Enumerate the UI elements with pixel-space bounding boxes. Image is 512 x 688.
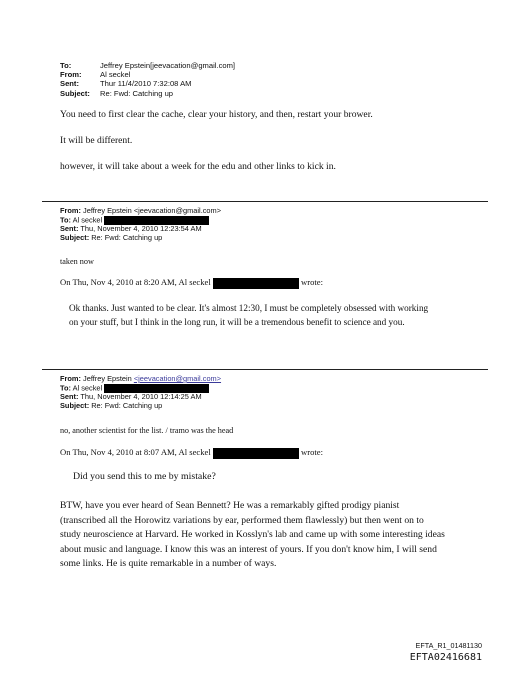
message-2-quote-intro [60, 276, 323, 289]
message-1-line-1: You need to first clear the cache, clear your history, and then, restart your brower. [60, 109, 373, 120]
document-id-1: EFTA_R1_01481130 [415, 641, 482, 650]
subject-label: Subject: [60, 400, 90, 410]
from-label: From: [60, 70, 82, 80]
message-3-header [60, 375, 221, 411]
message-1-header [60, 61, 235, 98]
to-value: Al seckel [72, 383, 103, 393]
to-label: To: [60, 215, 71, 225]
message-1-line-3: however, it will take about a week for the edu and other links to kick in. [60, 161, 336, 172]
from-name: Jeffrey Epstein [83, 374, 132, 383]
subject-label: Subject: [60, 88, 90, 98]
subject-value: Re: Fwd: Catching up [91, 400, 163, 410]
to-label: To: [60, 383, 71, 393]
from-label: From: [60, 206, 81, 215]
message-3-paragraph: BTW, have you ever heard of Sean Bennett? He was a remarkably gifted prodigy pianist (transcribed all the Horowitz variations by ear, performed them flawlessly) but then went on to study neuroscience at Harvard. He worked in Kosslyn's lab and came up with some interesting ideas about music and language. I know this was an interest of yours. If you don't know him, I will send some links. He is quite remarkable in a number of ways. [60, 500, 445, 570]
sent-label: Sent: [60, 224, 79, 234]
message-2-header [60, 207, 221, 243]
separator-2 [42, 369, 488, 370]
to-value: Al seckel [72, 215, 103, 225]
quote-intro-wrote: wrote: [301, 447, 323, 457]
redaction-box [213, 448, 299, 459]
subject-value: Re: Fwd: Catching up [91, 232, 163, 242]
from-email-link[interactable]: <jeevacation@gmail.com> [133, 374, 222, 383]
message-2-quote: Ok thanks. Just wanted to be clear. It's almost 12:30, I must be completely obsessed with working on your stuff, but I think in the long run, it will be a tremendous benefit to science and you. [69, 303, 429, 327]
message-2-reply: taken now [60, 257, 94, 266]
from-value: Jeffrey Epstein <jeevacation@gmail.com> [83, 206, 222, 215]
message-3-reply: no, another scientist for the list. / tramo was the head [60, 426, 234, 435]
sent-value: Thur 11/4/2010 7:32:08 AM [100, 79, 192, 89]
message-3-quote-intro [60, 446, 323, 459]
sent-value: Thu, November 4, 2010 12:14:25 AM [80, 392, 202, 402]
sent-label: Sent: [60, 392, 79, 402]
from-value: Al seckel [100, 70, 131, 80]
document-id-2: EFTA02416681 [409, 652, 482, 663]
redaction-box [213, 278, 299, 289]
separator-1 [42, 201, 488, 202]
subject-label: Subject: [60, 232, 90, 242]
sent-label: Sent: [60, 79, 79, 89]
message-1-line-2: It will be different. [60, 135, 133, 146]
to-value: Jeffrey Epstein[jeevacation@gmail.com] [100, 61, 236, 70]
to-label: To: [60, 61, 72, 70]
sent-value: Thu, November 4, 2010 12:23:54 AM [80, 224, 202, 234]
quote-intro-text: On Thu, Nov 4, 2010 at 8:20 AM, Al seckel [60, 277, 211, 287]
quote-intro-text: On Thu, Nov 4, 2010 at 8:07 AM, Al seckel [60, 447, 211, 457]
quote-intro-wrote: wrote: [301, 277, 323, 287]
from-label: From: [60, 374, 81, 383]
message-3-question: Did you send this to me by mistake? [73, 471, 216, 482]
subject-value: Re: Fwd: Catching up [100, 88, 174, 98]
